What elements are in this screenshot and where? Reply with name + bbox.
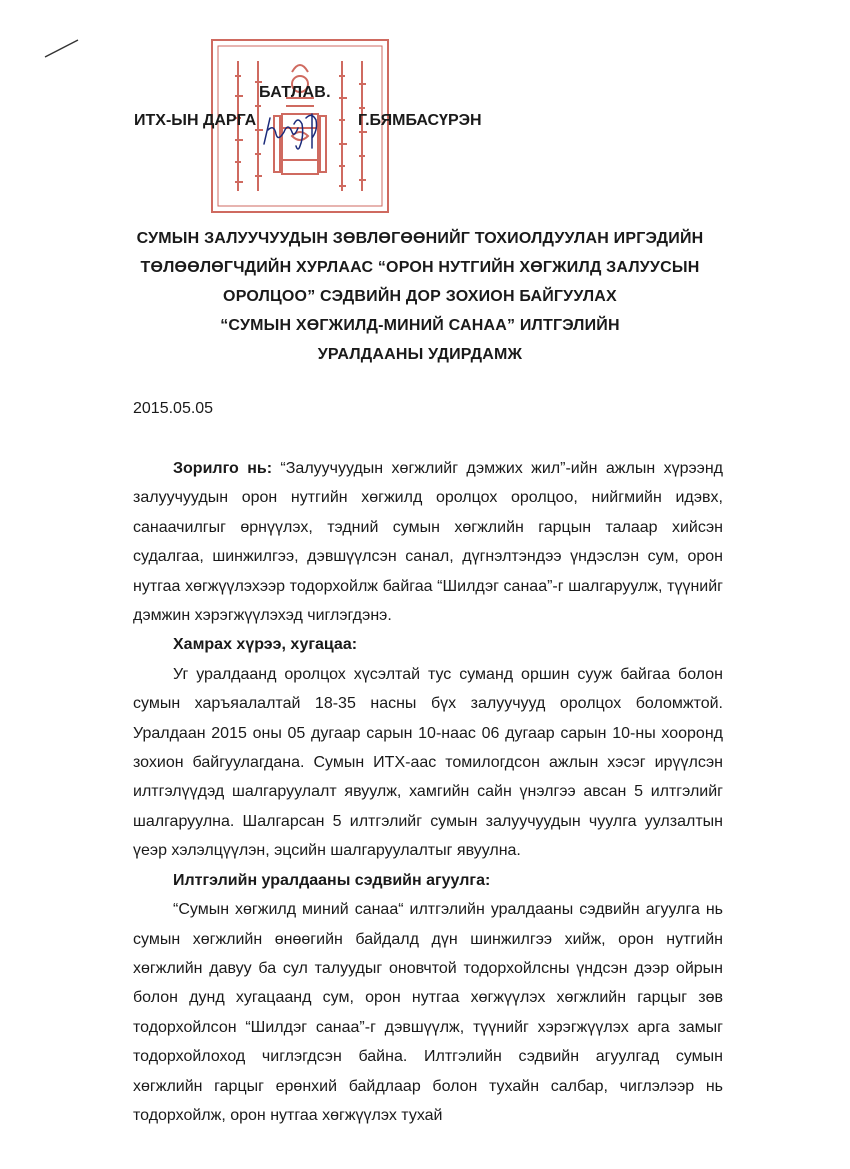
document-body [133, 454, 723, 1130]
title-line: ОРОЛЦОО” СЭДВИЙН ДОР ЗОХИОН БАЙГУУЛАХ [223, 288, 617, 305]
content-heading: Илтгэлийн уралдааны сэдвийн агуулга: [173, 871, 491, 889]
goal-paragraph [133, 454, 723, 630]
content-paragraph: “Сумын хөгжилд миний санаа“ илтгэлийн уралдааны сэдвийн агуулга нь сумын хөгжлийн өнөөгийн байдалд дүн шинжилгээ хийж, орон нутгийн хөгжлийн давуу ба сул талуудыг оновчтой тодорхойлсны үндсэн дээр ойрын болон дунд хугацаанд сум, орон нутгаа хөгжүүлэх хөгжлийн гарцыг зөв тодорхойлсон “Шилдэг санаа”-г дэвшүүлж, түүнийг хэрэгжүүлэх арга замыг тодорхойлоход чиглэгдсэн байна. Илтгэлийн сэдвийн агуулгад сумын хөгжлийн гарцыг ерөнхий байдлаар болон тухайн салбар, чиглэлээр нь тодорхойлж, орон нутгаа хөгжүүлэх тухай [133, 901, 723, 1124]
scope-heading: Хамрах хүрээ, хугацаа: [173, 636, 358, 654]
approval-label: БАТЛАВ. [259, 84, 331, 101]
title-line: СУМЫН ЗАЛУУЧУУДЫН ЗӨВЛӨГӨӨНИЙГ ТОХИОЛДУУЛАН ИРГЭДИЙН [136, 230, 704, 247]
handwritten-signature [258, 104, 328, 154]
pen-mark [42, 36, 82, 60]
title-line: ТӨЛӨӨЛӨГЧДИЙН ХУРЛААС “ОРОН НУТГИЙН ХӨГЖИЛД ЗАЛУУСЫН [140, 259, 700, 276]
scope-paragraph: Уг уралдаанд оролцох хүсэлтай тус суманд оршин сууж байгаа болон сумын харъяалалтай 18-35 насны бүх залуучууд оролцох боломжтой. Уралдаан 2015 оны 05 дугаар сарын 10-наас 06 дугаар сарын 10-ны хооронд зохион байгуулагдана. Сумын ИТХ-аас томилогдсон ажлын хэсэг ирүүлсэн илтгэлүүдэд шалгаруулалт явуулж, хамгийн сайн үнэлгээ авсан 5 илтгэлийг шалгаруулна. Шалгарсан 5 илтгэлийг сумын залуучуудын чуулга уулзалтын үеэр хэлэлцүүлэн, эцсийн шалгаруулалтыг явуулна. [133, 665, 723, 860]
title-line: УРАЛДААНЫ УДИРДАМЖ [317, 346, 523, 363]
document-date: 2015.05.05 [133, 400, 214, 417]
goal-lead: Зорилго нь: [173, 460, 273, 477]
title-line: “СУМЫН ХӨГЖИЛД-МИНИЙ САНАА” ИЛТГЭЛИЙН [220, 317, 620, 334]
goal-text: “Залуучуудын хөгжлийг дэмжих жил”-ийн ажлын хүрээнд залуучуудын орон нутгийн хөгжилд оролцох оролцоо, нийгмийн идэвх, санаачилгыг өрнүүлэх, тэдний сумын хөгжлийн гарцын талаар хийсэн судалгаа, шинжилгээ, дэвшүүлсэн санал, дүгнэлтэндээ үндэслэн сум, орон нутгаа хөгжүүлэхээр тодорхойлж байгаа “Шилдэг санаа”-г шалгаруулж, түүнийг дэмжин хэрэгжүүлэхэд чиглэгдэнэ. [133, 460, 723, 625]
approver-line [134, 112, 634, 136]
document-title [120, 224, 720, 369]
approver-position: ИТХ-ЫН ДАРГА [134, 112, 257, 129]
approver-name: Г.БЯМБАСҮРЭН [358, 112, 482, 129]
